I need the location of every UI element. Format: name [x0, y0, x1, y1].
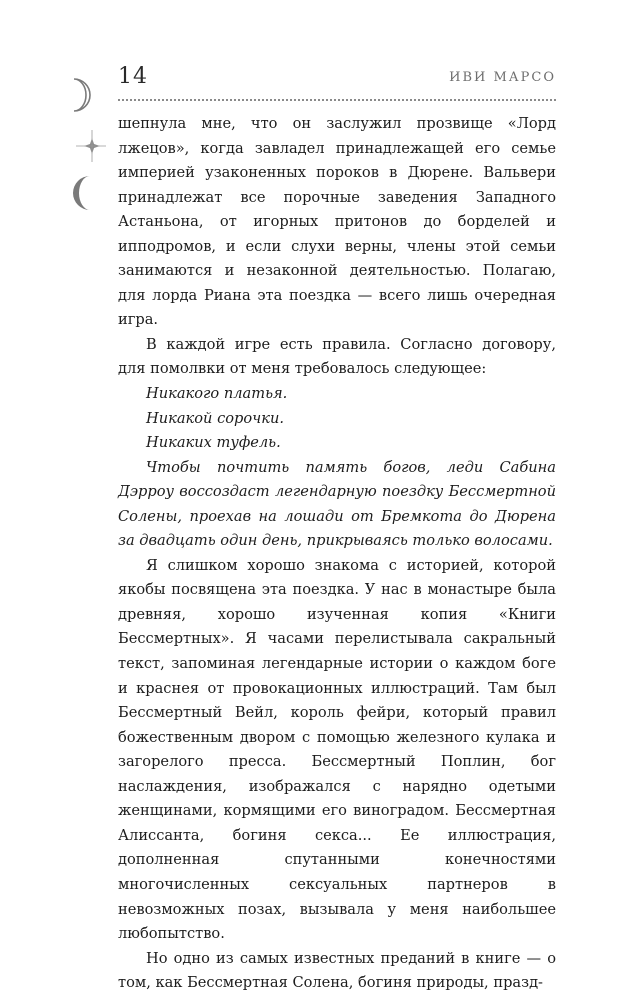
paragraph: В каждой игре есть правила. Согласно договору, для помолвки от меня требовалось следующее: [118, 335, 556, 378]
paragraph: Чтобы почтить память богов, леди Сабина Дэрроу воссоздаст легендарную поездку Бессмертной Солены, проехав на лошади от Бремкота до Дюрена за двадцать один день, прикрываясь только волосами. [118, 458, 556, 550]
page-header [118, 64, 556, 94]
header-dotted-rule [118, 99, 556, 101]
paragraph: Никакого платья. [146, 385, 288, 403]
paragraph: Я слишком хорошо знакома с историей, которой якобы посвящена эта поездка. У нас в монастыре была древняя, хорошо изученная копия «Книги Бессмертных». Я часами перелистывала сакральный текст, запоминая легендарные истории о каждом боге и краснея от провокационных иллюстраций. Там был Бессмертный Вейл, король фейри, который правил божественным двором с помощью железного кулака и загорелого пресса. Бессмертный Поплин, бог наслаждения, изображался с нарядно одетыми женщинами, кормящими его виноградом. Бессмертная Алиссанта, богиня секса... Ее иллюстрация, дополненная спутанными конечностями многочисленных сексуальных партнеров в невозможных позах, вызывала у меня наибольшее любопытство. [118, 556, 556, 943]
body-text [118, 112, 556, 996]
paragraph: Но одно из самых известных преданий в книге — о том, как Бессмертная Солена, богиня природы, празд- [118, 949, 556, 992]
paragraph: Никаких туфель. [146, 434, 281, 452]
paragraph: шепнула мне, что он заслужил прозвище «Лорд лжецов», когда завладел принадлежащей его семье империей узаконенных пороков в Дюрене. Вальвери принадлежат все порочные заведения Западного Астаньона, от игорных притонов до борделей и ипподромов, и если слухи верны, члены этой семьи занимаются и незаконной деятельностью. Полагаю, для лорда Риана эта поездка — всего лишь очередная игра. [118, 115, 556, 329]
paragraph: Никакой сорочки. [146, 409, 284, 427]
page-number: 14 [118, 64, 148, 89]
sparkle-star-icon [76, 130, 106, 162]
moon-phase-ornament [56, 72, 106, 222]
crescent-moon-outline-icon [74, 79, 90, 111]
running-head-author: ИВИ МАРСО [449, 70, 556, 85]
crescent-moon-filled-icon [73, 176, 90, 210]
